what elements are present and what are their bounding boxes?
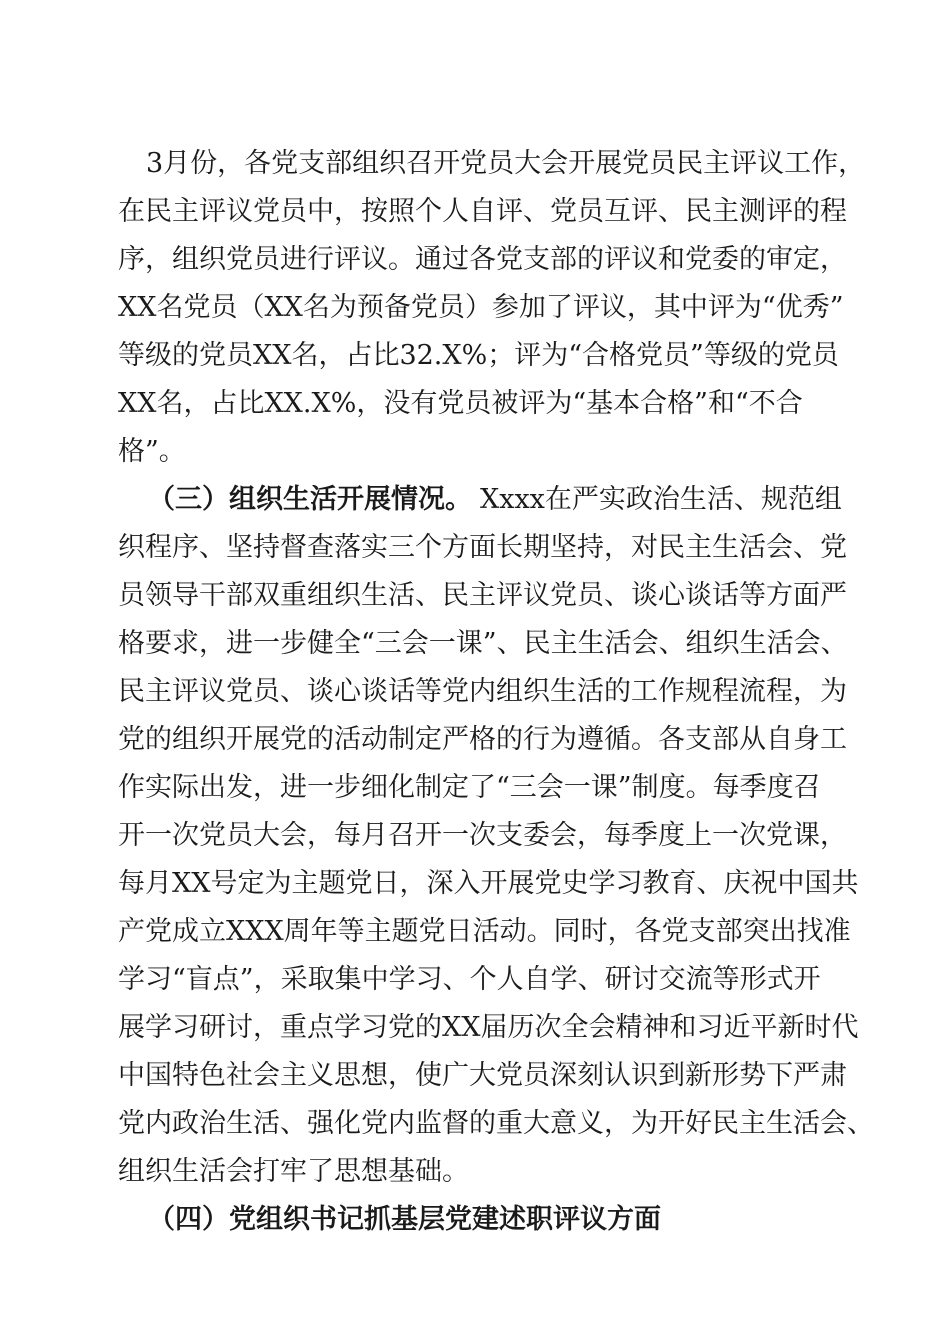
paragraph-2-line-7: [0, 768, 950, 808]
paragraph-2-line-1: [0, 480, 950, 520]
text-line: Xxxx在严实政治生活、规范组: [480, 484, 842, 515]
paragraph-1-line-4: [0, 288, 950, 328]
text-line: 展学习研讨，重点学习党的XX届历次全会精神和习近平新时代: [118, 1012, 859, 1043]
paragraph-2-line-4: [0, 624, 950, 664]
paragraph-2-line-11: [0, 960, 950, 1000]
text-line: 格”。: [118, 436, 186, 467]
text-line: 中国特色社会主义思想，使广大党员深刻认识到新形势下严肃: [118, 1060, 847, 1091]
text-line: XX名，占比XX.X%，没有党员被评为“基本合格”和“不合: [118, 388, 803, 419]
paragraph-2-line-5: [0, 672, 950, 712]
paragraph-1-line-5: [0, 336, 950, 376]
text-line: 等级的党员XX名，占比32.X%；评为“合格党员”等级的党员: [118, 340, 839, 371]
paragraph-2-line-14: [0, 1104, 950, 1144]
text-line: 产党成立XXX周年等主题党日活动。同时，各党支部突出找准: [118, 916, 851, 947]
paragraph-1-line-7: [0, 432, 950, 472]
text-line: 在民主评议党员中，按照个人自评、党员互评、民主测评的程: [118, 196, 847, 227]
text-line: 学习“盲点”，采取集中学习、个人自学、研讨交流等形式开: [118, 964, 821, 995]
paragraph-2-line-3: [0, 576, 950, 616]
text-line: 组织生活会打牢了思想基础。: [118, 1156, 469, 1187]
section-heading-4: （四）党组织书记抓基层党建述职评议方面: [148, 1204, 661, 1235]
text-line: 织程序、坚持督查落实三个方面长期坚持，对民主生活会、党: [118, 532, 847, 563]
paragraph-2-line-9: [0, 864, 950, 904]
text-line: 民主评议党员、谈心谈话等党内组织生活的工作规程流程，为: [118, 676, 847, 707]
section-heading-3: （三）组织生活开展情况。: [148, 484, 472, 515]
text-line: 每月XX号定为主题党日，深入开展党史学习教育、庆祝中国共: [118, 868, 859, 899]
text-line: 党的组织开展党的活动制定严格的行为遵循。各支部从自身工: [118, 724, 847, 755]
paragraph-1-line-2: [0, 192, 950, 232]
paragraph-1-line-3: [0, 240, 950, 280]
text-line: 开一次党员大会，每月召开一次支委会，每季度上一次党课，: [118, 820, 847, 851]
paragraph-2-line-6: [0, 720, 950, 760]
text-line: 作实际出发，进一步细化制定了“三会一课”制度。每季度召: [118, 772, 821, 803]
paragraph-1-line-6: [0, 384, 950, 424]
paragraph-2-line-10: [0, 912, 950, 952]
paragraph-2-line-13: [0, 1056, 950, 1096]
section-heading-4-line: [0, 1200, 950, 1240]
text-line: 员领导干部双重组织生活、民主评议党员、谈心谈话等方面严: [118, 580, 847, 611]
paragraph-2-line-8: [0, 816, 950, 856]
text-line: 党内政治生活、强化党内监督的重大意义，为开好民主生活会、: [118, 1108, 874, 1139]
text-line: 序，组织党员进行评议。通过各党支部的评议和党委的审定，: [118, 244, 847, 275]
text-line: XX名党员（XX名为预备党员）参加了评议，其中评为“优秀”: [118, 292, 844, 323]
text-line: 3月份，各党支部组织召开党员大会开展党员民主评议工作，: [146, 148, 866, 179]
paragraph-2-line-12: [0, 1008, 950, 1048]
text-line: 格要求，进一步健全“三会一课”、民主生活会、组织生活会、: [118, 628, 848, 659]
paragraph-2-line-15: [0, 1152, 950, 1192]
paragraph-1-line-1: [0, 144, 950, 184]
paragraph-2-line-2: [0, 528, 950, 568]
